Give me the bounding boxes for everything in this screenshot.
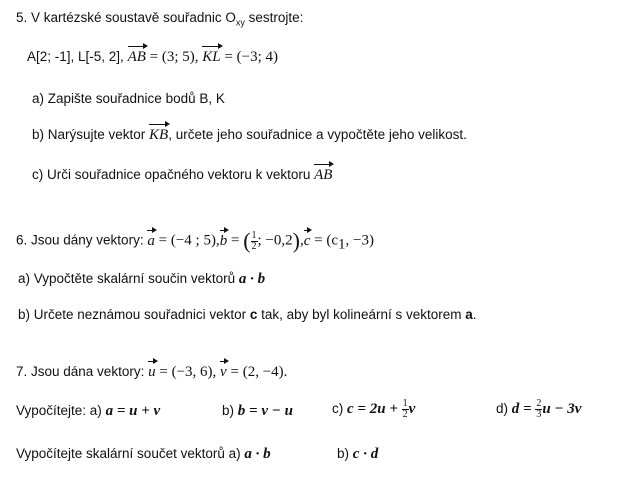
vector-kb: KB [149, 127, 169, 143]
task5-b: b) Narýsujte vektor KB, určete jeho souřadnice a vypočtěte jeho velikost. [32, 127, 467, 143]
vector-ab-2: AB [314, 167, 333, 183]
task5-given: A[2; -1], L[-5, 2], AB = (3; 5), KL = (−3; 4) [27, 49, 278, 65]
vector-ab: AB [127, 49, 146, 65]
task7-sum-b: b) c · d [337, 446, 379, 462]
task6-a: a) Vypočtěte skalární součin vektorů a · b [18, 271, 266, 287]
task5-a: a) Zapište souřadnice bodů B, K [32, 91, 225, 106]
task7-calc: Vypočítejte: a) a = u + v [16, 403, 161, 419]
task7-calc-d: d) d = $\frac{2}{3}$ u − 3v [496, 398, 582, 420]
task7-intro: 7. Jsou dána vektory: u = (−3, 6), v = (2, −4). [16, 364, 288, 380]
task5-intro: 5. V kartézské soustavě souřadnic $O_{xy}$ sestrojte: [16, 10, 304, 28]
task5-c: c) Urči souřadnice opačného vektoru k vektoru AB [32, 167, 333, 183]
task7-calc-b: b) b = v − u [222, 403, 293, 419]
vector-kl: KL [202, 49, 221, 65]
task7-sum: Vypočítejte skalární součet vektorů a) a · b [16, 446, 271, 462]
task6-intro: 6. Jsou dány vektory: a = (−4 ; 5),b = ( $\frac{1}{2}$ ; $-0,2),c = (c_1$, −3) [16, 228, 375, 253]
task6-b: b) Určete neznámou souřadnici vektor c tak, aby byl kolineární s vektorem a. [18, 307, 477, 322]
task7-calc-c: c) c = 2u + $\frac{1}{2}$ v [332, 398, 416, 420]
